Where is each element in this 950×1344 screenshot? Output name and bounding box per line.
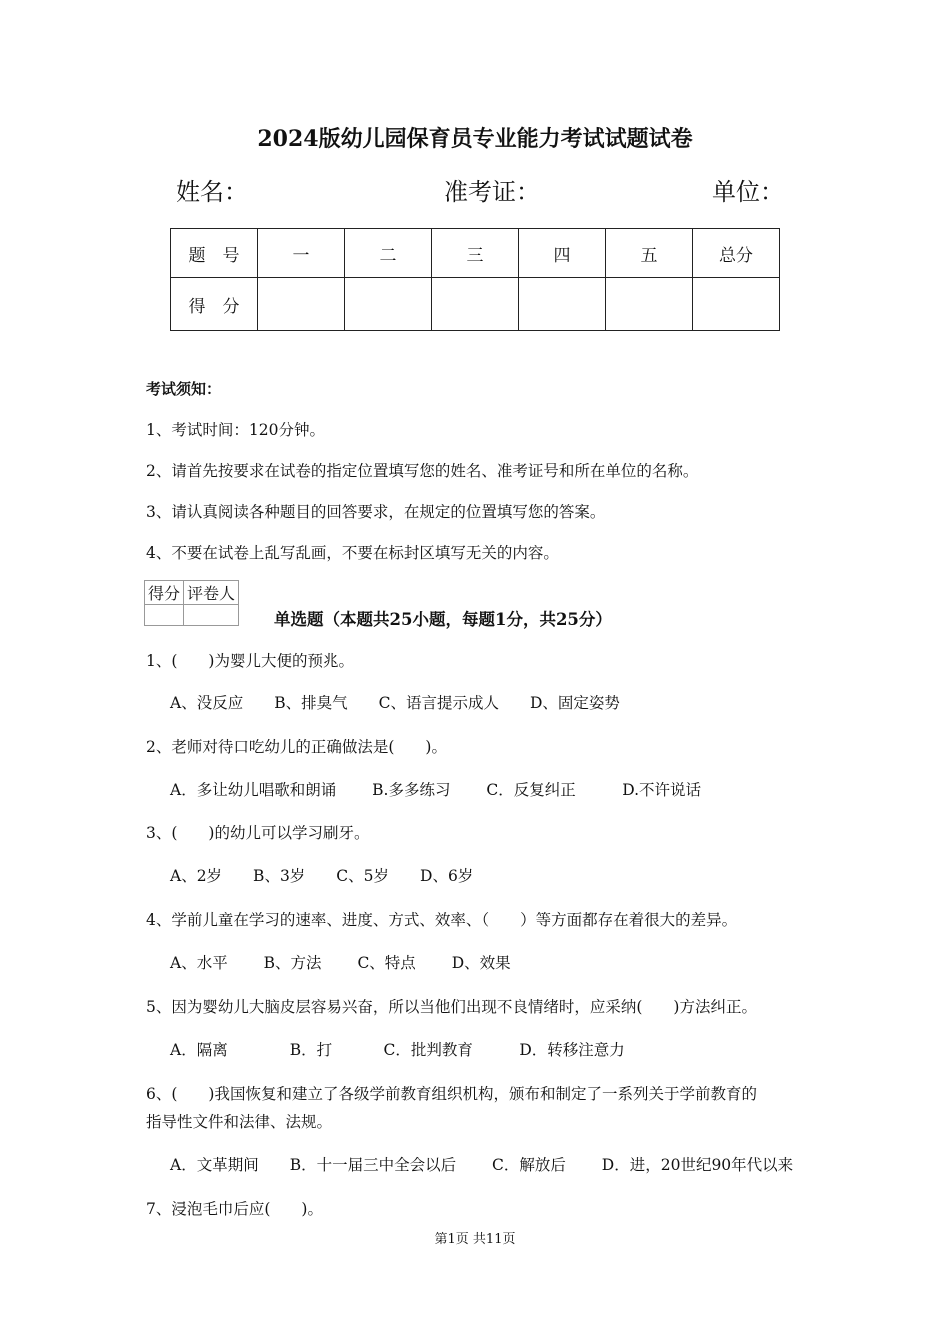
question-stem: 3、( )的幼儿可以学习刷牙。 <box>146 824 370 842</box>
header-cell: 一 <box>258 229 345 278</box>
question-options: A．隔离 B．打 C．批判教育 D．转移注意力 <box>170 1041 625 1059</box>
notice-item: 1、考试时间：120分钟。 <box>146 421 325 439</box>
notice-heading: 考试须知： <box>146 380 222 398</box>
section-title: 单选题（本题共25小题，每题1分，共25分） <box>274 610 612 629</box>
header-cell: 三 <box>432 229 519 278</box>
question-options: A、水平 B、方法 C、特点 D、效果 <box>170 954 511 972</box>
grader-score-cell[interactable] <box>145 605 184 626</box>
score-cell[interactable] <box>519 278 606 331</box>
question-stem: 2、老师对待口吃幼儿的正确做法是( )。 <box>146 738 447 756</box>
score-table-score-row <box>171 278 780 331</box>
notice-item: 3、请认真阅读各种题目的回答要求，在规定的位置填写您的答案。 <box>146 503 606 521</box>
name-field-label: 姓名： <box>176 178 248 206</box>
unit-field-label: 单位： <box>712 178 784 206</box>
score-cell[interactable] <box>258 278 345 331</box>
score-cell[interactable] <box>345 278 432 331</box>
page-title: 2024版幼儿园保育员专业能力考试试题试卷 <box>257 126 693 152</box>
grader-score-label: 得分 <box>145 581 184 605</box>
notice-item: 2、请首先按要求在试卷的指定位置填写您的姓名、准考证号和所在单位的名称。 <box>146 462 699 480</box>
header-cell: 二 <box>345 229 432 278</box>
grader-name-label: 评卷人 <box>184 581 239 605</box>
header-cell: 四 <box>519 229 606 278</box>
header-cell: 总分 <box>693 229 780 278</box>
question-options: A、2岁 B、3岁 C、5岁 D、6岁 <box>170 867 474 885</box>
question-stem: 1、( )为婴儿大便的预兆。 <box>146 652 354 670</box>
grader-name-cell[interactable] <box>184 605 239 626</box>
question-stem: 6、( )我国恢复和建立了各级学前教育组织机构，颁布和制定了一系列关于学前教育的 <box>146 1085 757 1103</box>
question-stem-continued: 指导性文件和法律、法规。 <box>146 1113 333 1131</box>
score-table <box>170 228 780 331</box>
question-options: A、没反应 B、排臭气 C、语言提示成人 D、固定姿势 <box>170 694 620 712</box>
header-cell: 五 <box>606 229 693 278</box>
question-options: A．文革期间 B．十一届三中全会以后 C．解放后 D．进，20世纪90年代以来 <box>170 1156 794 1174</box>
score-cell[interactable] <box>693 278 780 331</box>
score-table-header-row <box>171 229 780 278</box>
question-stem: 5、因为婴幼儿大脑皮层容易兴奋，所以当他们出现不良情绪时，应采纳( )方法纠正。 <box>146 998 757 1016</box>
notice-item: 4、不要在试卷上乱写乱画，不要在标封区填写无关的内容。 <box>146 544 559 562</box>
grader-box <box>144 580 239 626</box>
question-stem: 7、浸泡毛巾后应( )。 <box>146 1200 323 1218</box>
exam-id-field-label: 准考证： <box>444 178 540 206</box>
score-cell[interactable] <box>432 278 519 331</box>
row-label-cell: 得 分 <box>171 278 258 331</box>
question-options: A．多让幼儿唱歌和朗诵 B.多多练习 C．反复纠正 D.不许说话 <box>170 781 702 799</box>
page-footer: 第1页 共11页 <box>434 1232 516 1247</box>
question-stem: 4、学前儿童在学习的速率、进度、方式、效率、（ ）等方面都存在着很大的差异。 <box>146 911 738 929</box>
header-cell: 题 号 <box>171 229 258 278</box>
score-cell[interactable] <box>606 278 693 331</box>
